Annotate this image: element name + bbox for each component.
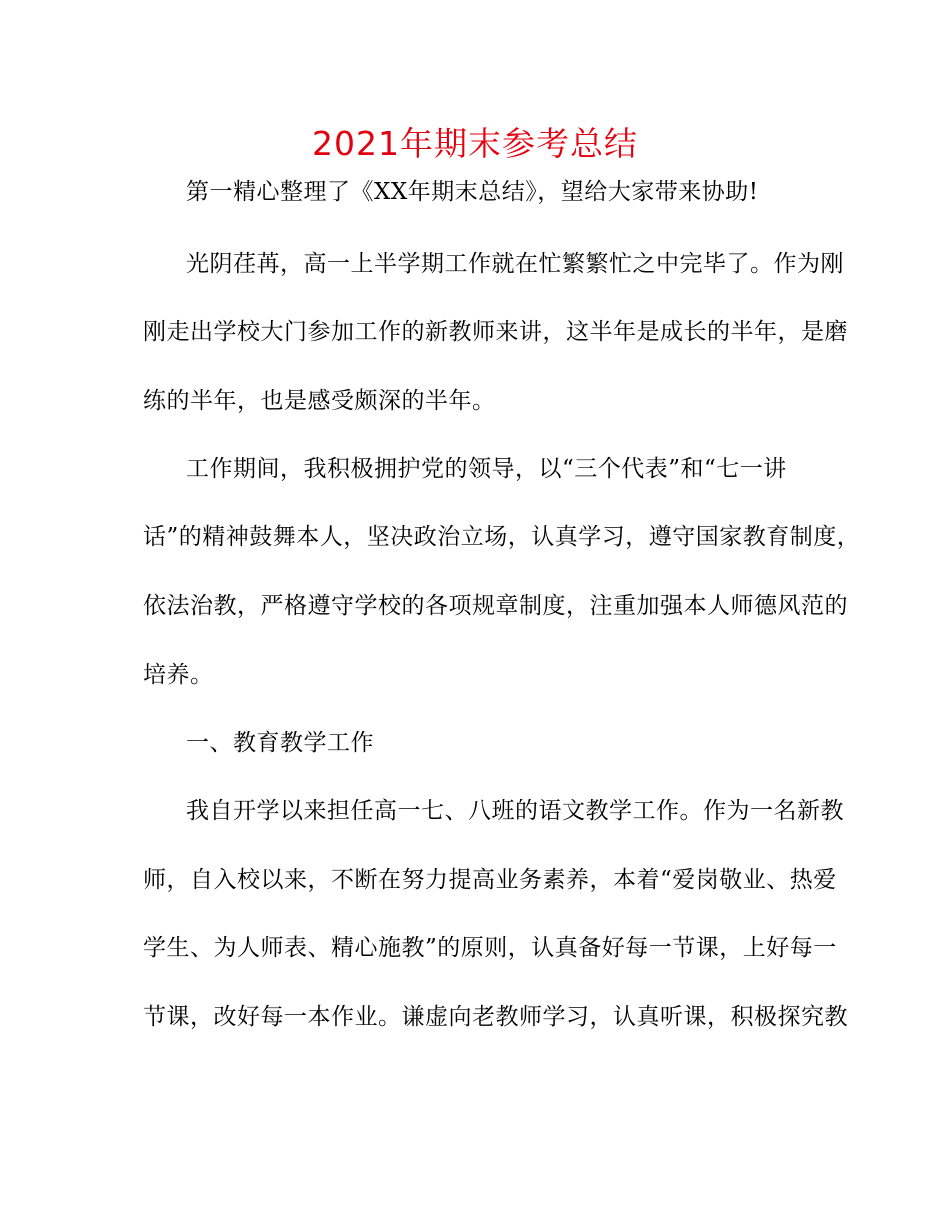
paragraph-line: 学生、为人师表、精心施教”的原则，认真备好每一节课，上好每一 [143,935,837,961]
paragraph-line: 练的半年，也是感受颇深的半年。 [143,388,496,414]
paragraph-line: 我自开学以来担任高一七、八班的语文教学工作。作为一名新教 [186,798,844,824]
paragraph-line: 培养。 [143,662,214,688]
paragraph-line: 师，自入校以来，不断在努力提高业务素养，本着“爱岗敬业、热爱 [143,867,837,893]
document-title: 2021年期末参考总结 [312,124,638,163]
paragraph-line: 依法治教，严格遵守学校的各项规章制度，注重加强本人师德风范的 [143,593,848,619]
paragraph-line: 话”的精神鼓舞本人，坚决政治立场，认真学习，遵守国家教育制度， [143,524,861,550]
paragraph-line: 工作期间，我积极拥护党的领导，以“三个代表”和“七一讲 [186,456,787,482]
paragraph-line: 光阴荏苒，高一上半学期工作就在忙繁繁忙之中完毕了。作为刚 [186,251,844,277]
paragraph-line: 节课，改好每一本作业。谦虚向老教师学习，认真听课，积极探究教 [143,1004,848,1030]
paragraph-line: 刚走出学校大门参加工作的新教师来讲，这半年是成长的半年，是磨 [143,319,848,345]
section-heading: 一、教育教学工作 [186,730,374,756]
paragraph-line: 第一精心整理了《XX年期末总结》，望给大家带来协助! [186,179,759,205]
